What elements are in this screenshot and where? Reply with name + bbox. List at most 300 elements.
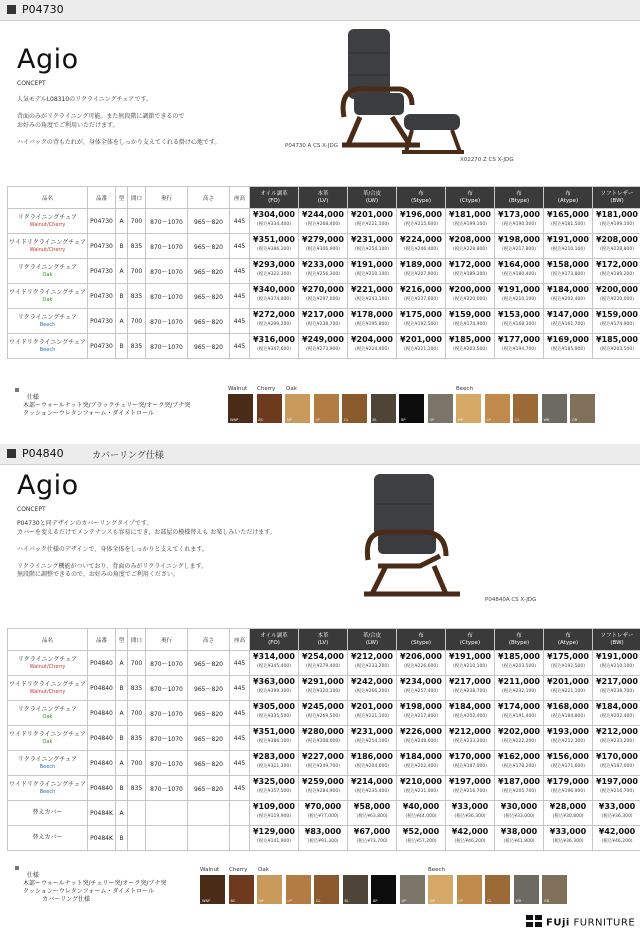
concept-label: CONCEPT	[17, 506, 46, 513]
price-column-header: ソフトレザー (BW)	[593, 187, 640, 209]
price-cell: ¥185,000 (税込¥203,500)	[446, 334, 495, 359]
price-cell: ¥280,000 (税込¥308,000)	[299, 726, 348, 751]
price-cell: ¥340,000 (税込¥374,000)	[250, 284, 299, 309]
model-cell: P04730	[88, 284, 116, 309]
product-name-cell: 替えカバー	[8, 801, 88, 826]
price-cell: ¥184,000 (税込¥202,400)	[593, 701, 640, 726]
price-cell: ¥179,000 (税込¥196,900)	[544, 776, 593, 801]
price-cell: ¥279,000 (税込¥306,900)	[299, 234, 348, 259]
column-header: 高さ	[188, 629, 230, 651]
price-cell: ¥70,000 (税込¥77,000)	[299, 801, 348, 826]
height-cell: 965～820	[188, 284, 230, 309]
price-cell: ¥173,000 (税込¥190,300)	[495, 209, 544, 234]
type-cell: B	[116, 726, 128, 751]
price-column-header: ソフトレザー (BW)	[593, 629, 640, 651]
height-cell: 965～820	[188, 309, 230, 334]
wood-swatch: LP	[314, 394, 339, 423]
product-name-cell: ワイドリクライニングチェア Beech	[8, 334, 88, 359]
price-cell: ¥291,000 (税込¥320,100)	[299, 676, 348, 701]
price-cell: ¥175,000 (税込¥192,500)	[544, 651, 593, 676]
height-cell: 965～820	[188, 234, 230, 259]
price-cell: ¥202,000 (税込¥222,200)	[495, 726, 544, 751]
price-column-header: 本革 (LV)	[299, 187, 348, 209]
wood-group-label: Beech	[428, 867, 446, 873]
column-header: 座高	[230, 629, 250, 651]
product-name-cell: リクライニングチェア Beech	[8, 309, 88, 334]
model-cell: P04730	[88, 259, 116, 284]
price-cell: ¥259,000 (税込¥284,900)	[299, 776, 348, 801]
price-cell: ¥185,000 (税込¥203,500)	[495, 651, 544, 676]
wood-swatch: GB	[570, 394, 595, 423]
type-cell: A	[116, 209, 128, 234]
product-title: Agio	[17, 44, 79, 75]
column-header: 座高	[230, 187, 250, 209]
price-column-header: オイル調革 (FO)	[250, 187, 299, 209]
product-name-cell: リクライニングチェア Oak	[8, 259, 88, 284]
price-cell: ¥158,000 (税込¥173,800)	[544, 259, 593, 284]
model-cell: P0484K	[88, 801, 116, 826]
wood-swatch: BL	[343, 875, 368, 904]
price-cell: ¥170,000 (税込¥187,000)	[593, 751, 640, 776]
product-name-cell: ワイドリクライニングチェア Walnut/Cherry	[8, 676, 88, 701]
wood-swatch: WB	[542, 394, 567, 423]
table-row	[8, 801, 640, 826]
opening-cell: 835	[128, 234, 146, 259]
type-cell: B	[116, 826, 128, 851]
opening-cell: 700	[128, 259, 146, 284]
depth-cell: 870～1070	[146, 209, 188, 234]
brand-logo: FUji FURNITURE	[526, 917, 635, 929]
price-cell: ¥184,000 (税込¥202,400)	[397, 751, 446, 776]
price-cell: ¥200,000 (税込¥220,000)	[593, 284, 640, 309]
product-name-cell: ワイドリクライニングチェア Walnut/Cherry	[8, 234, 88, 259]
price-cell: ¥227,000 (税込¥249,700)	[299, 751, 348, 776]
type-cell: B	[116, 284, 128, 309]
wood-swatch: NP	[257, 875, 282, 904]
price-cell: ¥216,000 (税込¥237,600)	[397, 284, 446, 309]
wood-swatch: BP	[399, 394, 424, 423]
wood-swatch: NP	[285, 394, 310, 423]
type-cell: A	[116, 701, 128, 726]
price-cell: ¥231,000 (税込¥254,100)	[348, 726, 397, 751]
price-cell: ¥270,000 (税込¥297,000)	[299, 284, 348, 309]
opening-cell: 835	[128, 776, 146, 801]
type-cell: A	[116, 651, 128, 676]
opening-cell: 835	[128, 676, 146, 701]
product-name-cell: 替えカバー	[8, 826, 88, 851]
wood-swatch: BC	[257, 394, 282, 423]
wood-swatch: GP	[428, 394, 453, 423]
opening-cell	[128, 801, 146, 826]
price-cell: ¥191,000 (税込¥210,100)	[348, 259, 397, 284]
price-cell: ¥28,000 (税込¥30,800)	[544, 801, 593, 826]
column-header: 品名	[8, 629, 88, 651]
wood-swatch: BL	[371, 394, 396, 423]
price-cell: ¥181,000 (税込¥199,100)	[446, 209, 495, 234]
price-cell: ¥249,000 (税込¥273,900)	[299, 334, 348, 359]
model-cell: P04840	[88, 776, 116, 801]
depth-cell: 870～1070	[146, 259, 188, 284]
section-header-p04840	[0, 444, 640, 465]
type-cell: B	[116, 234, 128, 259]
product-name-cell: リクライニングチェア Oak	[8, 701, 88, 726]
section-header-p04730	[0, 0, 640, 21]
price-cell: ¥234,000 (税込¥257,400)	[397, 676, 446, 701]
depth-cell: 870～1070	[146, 284, 188, 309]
height-cell: 965～820	[188, 701, 230, 726]
table-row	[8, 334, 640, 359]
finish-spec: 仕様 木部ーウォールナット突/チェリー突/オーク突/ブナ突 クッションーウレタンフォーム・ダイメトロール カバーリング仕様	[23, 864, 166, 904]
price-column-header: 布 (Stype)	[397, 187, 446, 209]
table-row	[8, 234, 640, 259]
wood-swatch: NP	[428, 875, 453, 904]
price-cell: ¥242,000 (税込¥266,200)	[348, 676, 397, 701]
price-column-header: 革/合皮 (LW)	[348, 629, 397, 651]
wood-swatch: LP	[286, 875, 311, 904]
seat-cell: 445	[230, 334, 250, 359]
depth-cell: 870～1070	[146, 701, 188, 726]
price-cell: ¥184,000 (税込¥202,400)	[544, 284, 593, 309]
opening-cell: 700	[128, 209, 146, 234]
column-header: 品番	[88, 629, 116, 651]
section-subtitle: カバーリング仕様	[92, 451, 164, 461]
opening-cell: 700	[128, 651, 146, 676]
price-cell: ¥201,000 (税込¥221,100)	[348, 701, 397, 726]
type-cell: B	[116, 676, 128, 701]
price-cell: ¥201,000 (税込¥221,100)	[397, 334, 446, 359]
type-cell: B	[116, 776, 128, 801]
product-name-cell: リクライニングチェア Beech	[8, 751, 88, 776]
concept-label: CONCEPT	[17, 80, 46, 87]
column-header: 品名	[8, 187, 88, 209]
height-cell: 965～820	[188, 776, 230, 801]
table-row	[8, 284, 640, 309]
product-name-cell: リクライニングチェア Walnut/Cherry	[8, 651, 88, 676]
column-header: 型	[116, 187, 128, 209]
height-cell	[188, 826, 230, 851]
price-cell: ¥363,000 (税込¥399,300)	[250, 676, 299, 701]
price-cell: ¥170,000 (税込¥187,000)	[446, 751, 495, 776]
price-cell: ¥208,000 (税込¥228,800)	[593, 234, 640, 259]
model-cell: P04840	[88, 651, 116, 676]
wood-group-label: Cherry	[257, 386, 276, 392]
price-cell: ¥196,000 (税込¥215,600)	[397, 209, 446, 234]
wood-swatch: WNP	[228, 394, 253, 423]
depth-cell: 870～1070	[146, 776, 188, 801]
wood-swatch: WNP	[200, 875, 225, 904]
price-cell: ¥129,000 (税込¥141,900)	[250, 826, 299, 851]
table-row	[8, 701, 640, 726]
price-cell: ¥184,000 (税込¥202,400)	[446, 701, 495, 726]
price-cell: ¥212,000 (税込¥233,200)	[446, 726, 495, 751]
depth-cell: 870～1070	[146, 751, 188, 776]
price-cell: ¥83,000 (税込¥91,300)	[299, 826, 348, 851]
price-column-header: オイル調革 (FO)	[250, 629, 299, 651]
seat-cell: 445	[230, 234, 250, 259]
product-name-cell: リクライニングチェア Walnut/Cherry	[8, 209, 88, 234]
table-row	[8, 726, 640, 751]
seat-cell	[230, 801, 250, 826]
price-cell: ¥178,000 (税込¥195,800)	[348, 309, 397, 334]
price-column-header: 革/合皮 (LW)	[348, 187, 397, 209]
seat-cell: 445	[230, 651, 250, 676]
price-cell: ¥40,000 (税込¥44,000)	[397, 801, 446, 826]
price-cell: ¥191,000 (税込¥210,100)	[593, 651, 640, 676]
price-cell: ¥177,000 (税込¥194,700)	[495, 334, 544, 359]
price-column-header: 本革 (LV)	[299, 629, 348, 651]
price-cell: ¥351,000 (税込¥386,100)	[250, 234, 299, 259]
price-cell: ¥283,000 (税込¥311,300)	[250, 751, 299, 776]
price-cell: ¥351,000 (税込¥386,100)	[250, 726, 299, 751]
product-title: Agio	[17, 470, 79, 501]
price-cell: ¥185,000 (税込¥203,500)	[593, 334, 640, 359]
price-cell: ¥201,000 (税込¥221,100)	[544, 676, 593, 701]
wood-group-label: Walnut	[228, 386, 248, 392]
price-cell: ¥208,000 (税込¥228,800)	[446, 234, 495, 259]
model-cell: P04730	[88, 234, 116, 259]
price-column-header: 布 (Ctype)	[446, 187, 495, 209]
price-cell: ¥174,000 (税込¥191,400)	[495, 701, 544, 726]
wood-swatch: LP	[485, 394, 510, 423]
wood-swatch: GP	[400, 875, 425, 904]
wood-swatch: BP	[371, 875, 396, 904]
wood-swatch: CL	[314, 875, 339, 904]
model-cell: P04840	[88, 701, 116, 726]
price-cell: ¥162,000 (税込¥178,200)	[495, 751, 544, 776]
price-cell: ¥186,000 (税込¥204,600)	[348, 751, 397, 776]
price-cell: ¥38,000 (税込¥41,800)	[495, 826, 544, 851]
seat-cell: 445	[230, 776, 250, 801]
price-cell: ¥226,000 (税込¥248,600)	[397, 726, 446, 751]
price-cell: ¥33,000 (税込¥36,300)	[593, 801, 640, 826]
recliner-chair-image	[350, 470, 470, 600]
model-cell: P04840	[88, 676, 116, 701]
price-cell: ¥200,000 (税込¥220,000)	[446, 284, 495, 309]
price-cell: ¥52,000 (税込¥57,200)	[397, 826, 446, 851]
column-header: 間口	[128, 187, 146, 209]
opening-cell: 700	[128, 309, 146, 334]
table-row	[8, 676, 640, 701]
price-cell: ¥191,000 (税込¥210,100)	[495, 284, 544, 309]
price-cell: ¥169,000 (税込¥185,900)	[544, 334, 593, 359]
price-cell: ¥187,000 (税込¥205,700)	[495, 776, 544, 801]
height-cell: 965～820	[188, 209, 230, 234]
price-cell: ¥217,000 (税込¥238,700)	[446, 676, 495, 701]
height-cell	[188, 801, 230, 826]
opening-cell: 700	[128, 751, 146, 776]
opening-cell: 835	[128, 284, 146, 309]
price-column-header: 布 (Btype)	[495, 629, 544, 651]
product-name-cell: ワイドリクライニングチェア Oak	[8, 284, 88, 309]
price-table	[7, 628, 640, 851]
wood-swatch: CL	[342, 394, 367, 423]
price-table	[7, 186, 640, 359]
price-cell: ¥191,000 (税込¥210,100)	[544, 234, 593, 259]
price-cell: ¥159,000 (税込¥174,900)	[593, 309, 640, 334]
price-cell: ¥221,000 (税込¥243,100)	[348, 284, 397, 309]
price-cell: ¥165,000 (税込¥181,500)	[544, 209, 593, 234]
price-cell: ¥181,000 (税込¥199,100)	[593, 209, 640, 234]
wood-swatch: WB	[514, 875, 539, 904]
wood-swatch: LP	[457, 875, 482, 904]
price-cell: ¥206,000 (税込¥226,600)	[397, 651, 446, 676]
table-row	[8, 309, 640, 334]
price-cell: ¥193,000 (税込¥212,300)	[544, 726, 593, 751]
wood-swatch: GB	[542, 875, 567, 904]
price-cell: ¥211,000 (税込¥232,100)	[495, 676, 544, 701]
price-cell: ¥147,000 (税込¥161,700)	[544, 309, 593, 334]
seat-cell: 445	[230, 701, 250, 726]
price-cell: ¥109,000 (税込¥119,900)	[250, 801, 299, 826]
column-header: 型	[116, 629, 128, 651]
section-code: P04840	[22, 447, 64, 460]
section-marker-icon	[7, 5, 16, 14]
type-cell: A	[116, 259, 128, 284]
model-cell: P0484K	[88, 826, 116, 851]
price-cell: ¥245,000 (税込¥269,500)	[299, 701, 348, 726]
price-cell: ¥217,000 (税込¥238,700)	[593, 676, 640, 701]
section-code: P04730	[22, 3, 64, 16]
model-cell: P04730	[88, 309, 116, 334]
table-header-row	[8, 187, 640, 209]
bullet-icon	[15, 388, 19, 392]
depth-cell: 870～1070	[146, 651, 188, 676]
price-cell: ¥201,000 (税込¥221,100)	[348, 209, 397, 234]
image-caption: X02270 Z CS X-JDG	[460, 157, 514, 163]
price-cell: ¥224,000 (税込¥246,400)	[397, 234, 446, 259]
section-marker-icon	[7, 449, 16, 458]
seat-cell: 445	[230, 751, 250, 776]
price-cell: ¥210,000 (税込¥231,000)	[397, 776, 446, 801]
price-cell: ¥42,000 (税込¥46,200)	[593, 826, 640, 851]
column-header: 奥行	[146, 629, 188, 651]
height-cell: 965～820	[188, 676, 230, 701]
height-cell: 965～820	[188, 651, 230, 676]
price-cell: ¥42,000 (税込¥46,200)	[446, 826, 495, 851]
depth-cell: 870～1070	[146, 234, 188, 259]
price-cell: ¥30,000 (税込¥33,000)	[495, 801, 544, 826]
product-description: 人気モデルL08310のリクライニングチェアです。 背面のみがリクライニング可能。また無段階に調節できるので お好みの角度でご利用いただけます。 ハイバックの背もたれが、身体全体をしっかり支えてくれる掛け心地です。	[17, 96, 221, 146]
wood-swatch: CL	[485, 875, 510, 904]
table-row	[8, 209, 640, 234]
wood-group-label: Oak	[258, 867, 269, 873]
wood-swatch: NP	[456, 394, 481, 423]
depth-cell: 870～1070	[146, 309, 188, 334]
price-cell: ¥217,000 (税込¥238,700)	[299, 309, 348, 334]
price-cell: ¥175,000 (税込¥192,500)	[397, 309, 446, 334]
price-cell: ¥58,000 (税込¥63,800)	[348, 801, 397, 826]
seat-cell: 445	[230, 284, 250, 309]
price-cell: ¥212,000 (税込¥233,200)	[348, 651, 397, 676]
seat-cell: 445	[230, 259, 250, 284]
type-cell: A	[116, 751, 128, 776]
height-cell: 965～820	[188, 726, 230, 751]
price-cell: ¥33,000 (税込¥36,300)	[544, 826, 593, 851]
model-cell: P04840	[88, 726, 116, 751]
ottoman-image	[398, 110, 468, 158]
price-cell: ¥293,000 (税込¥322,300)	[250, 259, 299, 284]
seat-cell: 445	[230, 676, 250, 701]
price-column-header: 布 (Atype)	[544, 629, 593, 651]
product-name-cell: ワイドリクライニングチェア Beech	[8, 776, 88, 801]
height-cell: 965～820	[188, 334, 230, 359]
price-cell: ¥197,000 (税込¥216,700)	[593, 776, 640, 801]
table-row	[8, 826, 640, 851]
table-row	[8, 776, 640, 801]
opening-cell: 700	[128, 701, 146, 726]
price-cell: ¥231,000 (税込¥254,100)	[348, 234, 397, 259]
depth-cell: 870～1070	[146, 676, 188, 701]
height-cell: 965～820	[188, 259, 230, 284]
depth-cell	[146, 826, 188, 851]
seat-cell: 445	[230, 209, 250, 234]
model-cell: P04730	[88, 209, 116, 234]
price-cell: ¥314,000 (税込¥345,400)	[250, 651, 299, 676]
opening-cell: 835	[128, 726, 146, 751]
table-row	[8, 751, 640, 776]
depth-cell	[146, 801, 188, 826]
price-cell: ¥198,000 (税込¥217,800)	[397, 701, 446, 726]
price-cell: ¥191,000 (税込¥210,100)	[446, 651, 495, 676]
fuji-logo-icon	[526, 914, 542, 928]
price-cell: ¥204,000 (税込¥224,400)	[348, 334, 397, 359]
image-caption: P04840A CS X-JDG	[485, 597, 537, 603]
wood-swatch: BC	[229, 875, 254, 904]
table-header-row	[8, 629, 640, 651]
price-cell: ¥304,000 (税込¥334,400)	[250, 209, 299, 234]
finish-spec: 仕様 木部ーウォールナット突/ブラックチェリー突/オーク突/ブナ突 クッションーウレタンフォーム・ダイメトロール	[23, 386, 190, 418]
depth-cell: 870～1070	[146, 334, 188, 359]
price-column-header: 布 (Atype)	[544, 187, 593, 209]
bullet-icon	[15, 866, 19, 870]
type-cell: A	[116, 309, 128, 334]
price-cell: ¥254,000 (税込¥279,400)	[299, 651, 348, 676]
model-cell: P04730	[88, 334, 116, 359]
wood-group-label: Oak	[286, 386, 297, 392]
price-cell: ¥33,000 (税込¥36,300)	[446, 801, 495, 826]
wood-group-label: Cherry	[229, 867, 248, 873]
wood-swatch: CL	[513, 394, 538, 423]
price-cell: ¥198,000 (税込¥217,800)	[495, 234, 544, 259]
depth-cell: 870～1070	[146, 726, 188, 751]
price-cell: ¥214,000 (税込¥235,400)	[348, 776, 397, 801]
seat-cell: 445	[230, 726, 250, 751]
price-cell: ¥172,000 (税込¥189,200)	[446, 259, 495, 284]
price-column-header: 布 (Ctype)	[446, 629, 495, 651]
table-row	[8, 259, 640, 284]
price-cell: ¥153,000 (税込¥168,300)	[495, 309, 544, 334]
image-caption: P04730 A CS X-JDG	[285, 143, 339, 149]
price-column-header: 布 (Stype)	[397, 629, 446, 651]
price-column-header: 布 (Btype)	[495, 187, 544, 209]
model-cell: P04840	[88, 751, 116, 776]
price-cell: ¥156,000 (税込¥171,600)	[544, 751, 593, 776]
price-cell: ¥197,000 (税込¥216,700)	[446, 776, 495, 801]
type-cell: A	[116, 801, 128, 826]
seat-cell: 445	[230, 309, 250, 334]
price-cell: ¥212,000 (税込¥233,200)	[593, 726, 640, 751]
wood-group-label: Walnut	[200, 867, 220, 873]
price-cell: ¥159,000 (税込¥174,900)	[446, 309, 495, 334]
price-cell: ¥233,000 (税込¥256,300)	[299, 259, 348, 284]
table-row	[8, 651, 640, 676]
height-cell: 965～820	[188, 751, 230, 776]
price-cell: ¥164,000 (税込¥180,400)	[495, 259, 544, 284]
price-cell: ¥316,000 (税込¥347,600)	[250, 334, 299, 359]
price-cell: ¥325,000 (税込¥357,500)	[250, 776, 299, 801]
product-name-cell: ワイドリクライニングチェア Oak	[8, 726, 88, 751]
column-header: 奥行	[146, 187, 188, 209]
